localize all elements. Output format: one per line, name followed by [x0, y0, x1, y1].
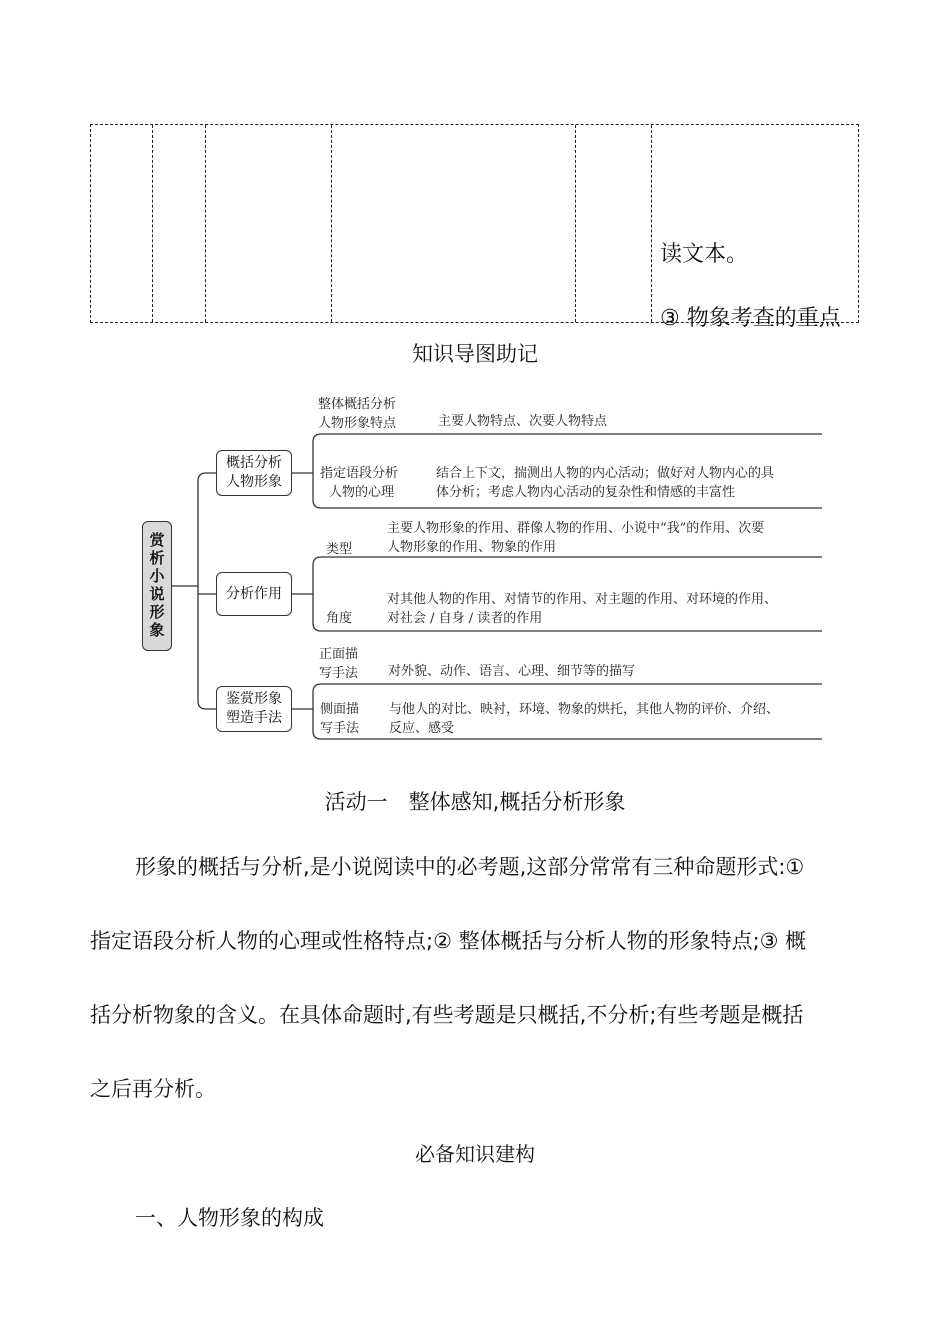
- item-label-line: 写手法: [320, 721, 360, 736]
- mindmap-item-content: [436, 464, 774, 502]
- item-label-line: 指定语段分析: [320, 466, 399, 481]
- mindmap-item-label: [320, 700, 359, 738]
- mindmap-branch: [216, 686, 292, 732]
- mindmap-branch: [216, 572, 292, 616]
- mindmap-item-content: [388, 662, 635, 681]
- item-label-line: 人物的心理: [329, 485, 395, 500]
- item-label-line: 类型: [326, 542, 353, 557]
- paragraph-line: 之后再分析。: [90, 1077, 216, 1101]
- item-content-line: 对其他人物的作用、对情节的作用、对主题的作用、对环境的作用、: [387, 592, 778, 607]
- paragraph-line: 括分析物象的含义。在具体命题时,有些考题是只概括,不分析;有些考题是概括: [90, 1003, 804, 1027]
- item-content-line: 主要人物特点、次要人物特点: [438, 414, 608, 429]
- mindmap-item-label: [320, 464, 398, 502]
- table-cell-text: ③ 物象考查的重点: [660, 306, 841, 331]
- table-cell-text: 读文本。: [660, 242, 749, 267]
- mindmap-item-label: [326, 609, 352, 628]
- item-content-line: 主要人物形象的作用、群像人物的作用、小说中“我”的作用、次要: [387, 521, 765, 536]
- item-label-line: 角度: [326, 611, 353, 626]
- paragraph-line: 指定语段分析人物的心理或性格特点;② 整体概括与分析人物的形象特点;③ 概: [90, 929, 807, 953]
- item-content-line: 对社会 / 自身 / 读者的作用: [387, 611, 543, 626]
- section-subtitle: 一、人物形象的构成: [135, 1206, 324, 1230]
- item-content-line: 与他人的对比、映衬，环境、物象的烘托，其他人物的评价、介绍、: [389, 702, 780, 717]
- paragraph-line: 形象的概括与分析,是小说阅读中的必考题,这部分常常有三种命题形式:①: [135, 855, 805, 879]
- branch-label-line: 人物形象: [226, 474, 282, 490]
- branch-label-line: 分析作用: [226, 585, 282, 602]
- item-content-line: 对外貌、动作、语言、心理、细节等的描写: [388, 664, 636, 679]
- item-label-line: 侧面描: [320, 702, 360, 717]
- activity-title: 活动一 整体感知,概括分析形象: [324, 790, 626, 814]
- mindmap-item-content: [438, 412, 607, 431]
- mindmap-item-label: [326, 540, 352, 559]
- item-content-line: 体分析；考虑人物内心活动的复杂性和情感的丰富性: [436, 485, 736, 500]
- mindmap-item-content: [387, 590, 777, 628]
- mindmap-item-label: [319, 645, 358, 683]
- branch-label-line: 鉴赏形象: [226, 691, 282, 707]
- mindmap-title: 知识导图助记: [412, 342, 538, 366]
- item-label-line: 正面描: [319, 647, 359, 662]
- mindmap-branch: [216, 450, 292, 496]
- item-content-line: 人物形象的作用、物象的作用: [387, 540, 557, 555]
- item-label-line: 写手法: [319, 666, 359, 681]
- mindmap-root: 赏析小说形象: [142, 521, 172, 651]
- item-content-line: 反应、感受: [389, 721, 455, 736]
- item-content-line: 结合上下文，揣测出人物的内心活动；做好对人物内心的具: [436, 466, 775, 481]
- branch-label-line: 塑造手法: [226, 710, 282, 726]
- branch-label-line: 概括分析: [226, 455, 282, 471]
- mindmap-item-content: [389, 700, 779, 738]
- mindmap-item-content: [387, 519, 764, 557]
- item-label-line: 人物形象特点: [318, 416, 397, 431]
- item-label-line: 整体概括分析: [318, 397, 397, 412]
- section-title: 必备知识建构: [415, 1142, 535, 1166]
- mindmap-item-label: [318, 395, 396, 433]
